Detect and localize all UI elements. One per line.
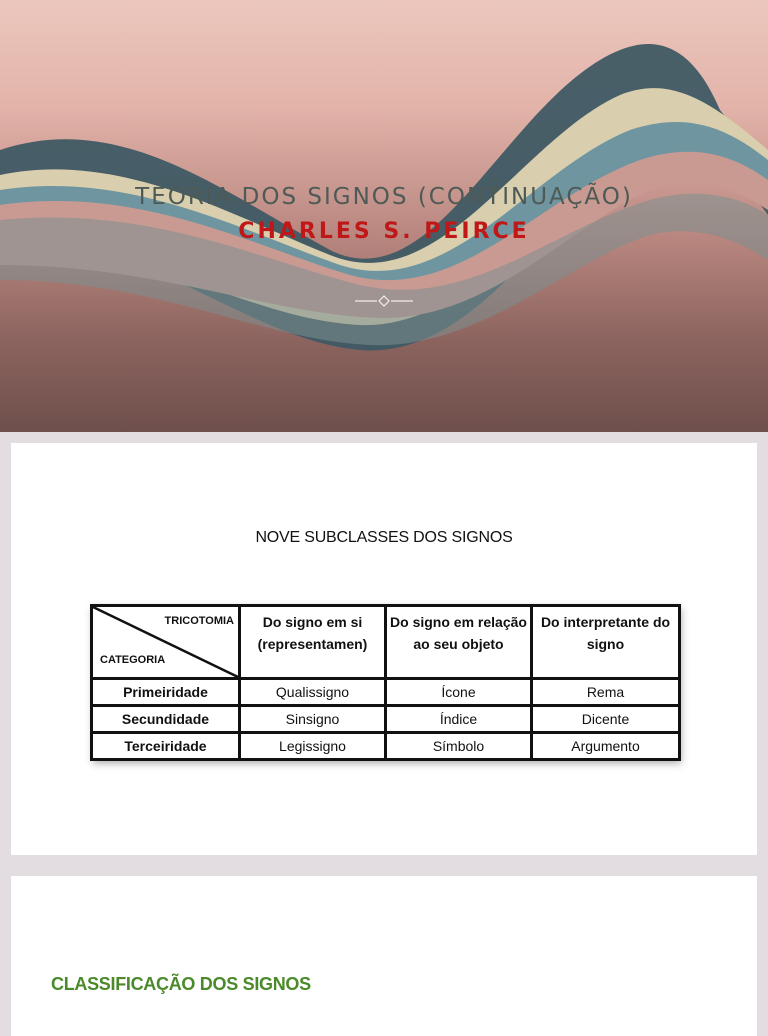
table-cell: Índice [386, 706, 532, 733]
table-cell: Legissigno [240, 733, 386, 760]
diamond-divider-icon [355, 294, 413, 308]
table-row [92, 679, 680, 706]
row-header: Primeiridade [92, 679, 240, 706]
corner-label-categoria: CATEGORIA [100, 654, 166, 666]
table-cell: Ícone [386, 679, 532, 706]
table-cell: Símbolo [386, 733, 532, 760]
corner-label-tricotomia: TRICOTOMIA [164, 615, 234, 627]
presentation-title: TEORIA DOS SIGNOS (CONTINUAÇÃO) [135, 184, 633, 210]
table-cell: Qualissigno [240, 679, 386, 706]
presentation-author: CHARLES S. PEIRCE [238, 219, 530, 244]
table-cell: Rema [532, 679, 680, 706]
column-header: Do interpretante do signo [532, 606, 680, 679]
signs-table [90, 604, 681, 761]
table-cell: Argumento [532, 733, 680, 760]
table-row [92, 733, 680, 760]
classification-slide [11, 876, 757, 1036]
column-header: Do signo em si (representamen) [240, 606, 386, 679]
table-header-row [92, 606, 680, 679]
slide-title: CLASSIFICAÇÃO DOS SIGNOS [51, 974, 311, 994]
title-slide [0, 0, 768, 432]
table-row [92, 706, 680, 733]
table-cell: Dicente [532, 706, 680, 733]
signs-table-container [90, 604, 678, 759]
row-header: Secundidade [92, 706, 240, 733]
slide-title: NOVE SUBCLASSES DOS SIGNOS [255, 529, 513, 546]
subclasses-slide [11, 443, 757, 855]
wave-ribbons-decoration [0, 0, 768, 432]
row-header: Terceiridade [92, 733, 240, 760]
table-cell: Sinsigno [240, 706, 386, 733]
table-corner-cell [92, 606, 240, 679]
column-header: Do signo em relação ao seu objeto [386, 606, 532, 679]
